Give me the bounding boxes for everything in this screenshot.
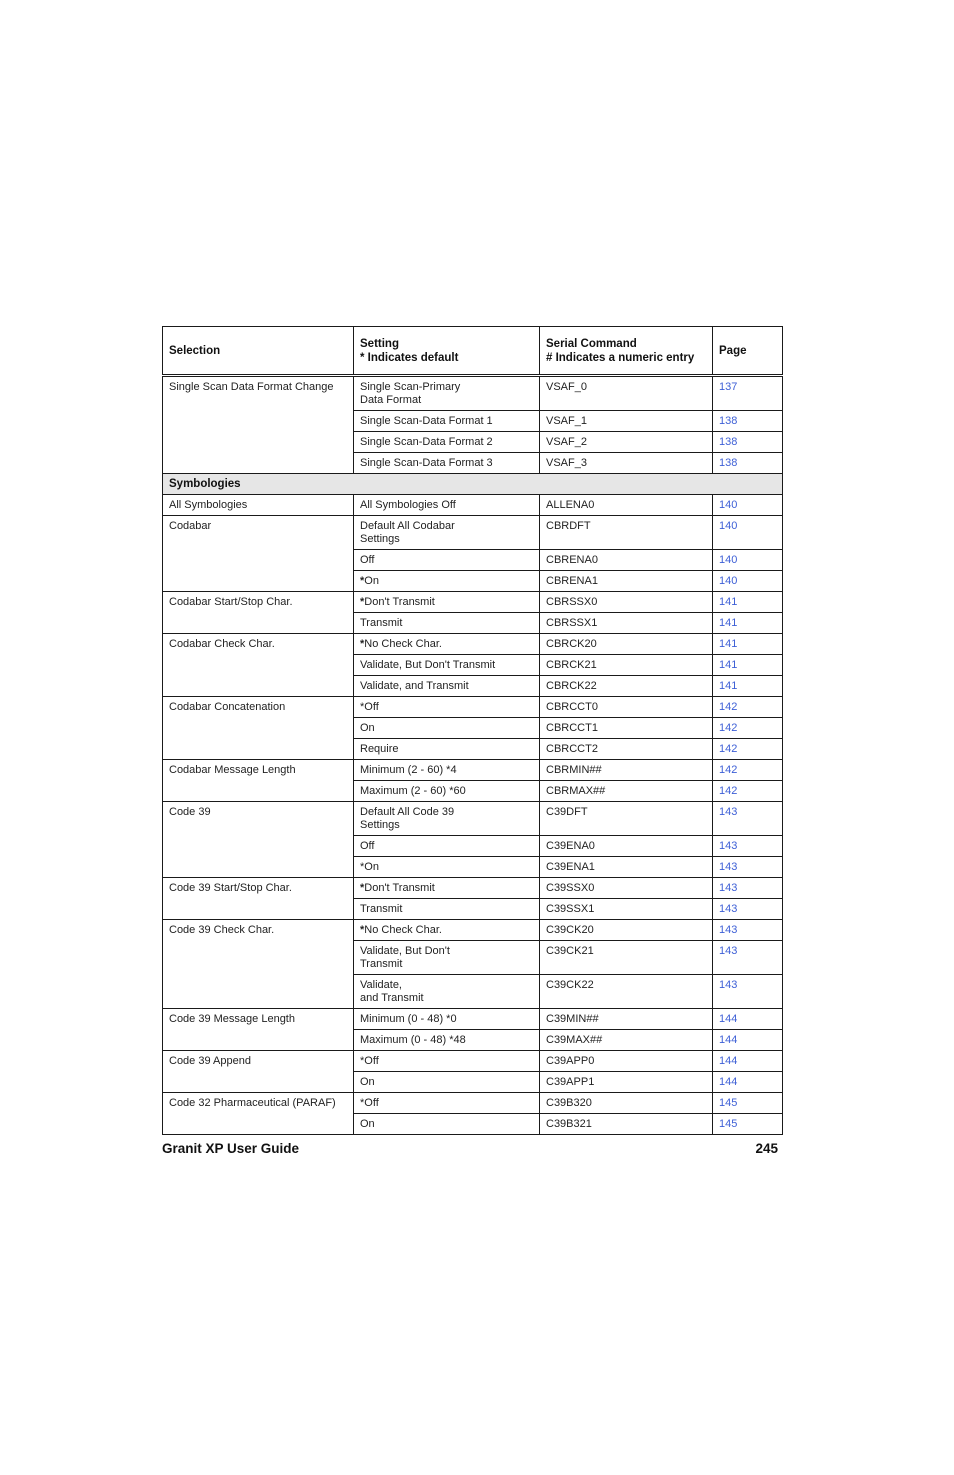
serial-command-cell: VSAF_0 <box>540 376 713 411</box>
setting-cell: Off <box>354 836 540 857</box>
setting-cell: Maximum (2 - 60) *60 <box>354 781 540 802</box>
page-cell <box>713 634 783 655</box>
setting-cell: *No Check Char. <box>354 920 540 941</box>
footer-title: Granit XP User Guide <box>162 1141 300 1156</box>
serial-command-cell: CBRSSX1 <box>540 613 713 634</box>
selection-cell: Code 39 Append <box>163 1051 354 1093</box>
setting-cell: On <box>354 718 540 739</box>
setting-cell: Off <box>354 550 540 571</box>
page-cell <box>713 550 783 571</box>
selection-cell: Code 32 Pharmaceutical (PARAF) <box>163 1093 354 1135</box>
serial-command-cell: C39ENA0 <box>540 836 713 857</box>
table-row <box>163 920 783 941</box>
serial-command-cell: CBRMAX## <box>540 781 713 802</box>
serial-command-cell: CBRMIN## <box>540 760 713 781</box>
selection-cell: Codabar Message Length <box>163 760 354 802</box>
page-link[interactable]: 144 <box>719 1076 738 1088</box>
page-cell <box>713 802 783 836</box>
page-link[interactable]: 144 <box>719 1034 738 1046</box>
setting-cell: *Off <box>354 1051 540 1072</box>
table-body <box>163 376 783 1135</box>
setting-cell: On <box>354 1072 540 1093</box>
page-cell <box>713 697 783 718</box>
serial-command-cell: C39DFT <box>540 802 713 836</box>
page-link[interactable]: 145 <box>719 1097 738 1109</box>
serial-command-cell: CBRCK21 <box>540 655 713 676</box>
header-selection: Selection <box>163 327 354 376</box>
page-cell <box>713 941 783 975</box>
page-cell <box>713 1009 783 1030</box>
table-row <box>163 1093 783 1114</box>
setting-cell: All Symbologies Off <box>354 495 540 516</box>
setting-cell: *On <box>354 571 540 592</box>
page-link[interactable]: 142 <box>719 701 738 713</box>
setting-cell: Single Scan-Data Format 2 <box>354 432 540 453</box>
setting-cell: Single Scan-Data Format 3 <box>354 453 540 474</box>
selection-cell: Code 39 Start/Stop Char. <box>163 878 354 920</box>
page-cell <box>713 836 783 857</box>
serial-command-cell: CBRCK20 <box>540 634 713 655</box>
serial-command-cell: CBRCK22 <box>540 676 713 697</box>
page-cell <box>713 676 783 697</box>
serial-command-cell: C39CK22 <box>540 975 713 1009</box>
page-link[interactable]: 143 <box>719 882 738 894</box>
page-link[interactable]: 144 <box>719 1013 738 1025</box>
page-link[interactable]: 143 <box>719 861 738 873</box>
table-row <box>163 1009 783 1030</box>
serial-command-cell: CBRSSX0 <box>540 592 713 613</box>
serial-command-cell: C39B320 <box>540 1093 713 1114</box>
serial-command-cell: C39APP1 <box>540 1072 713 1093</box>
page-cell <box>713 1093 783 1114</box>
page-cell <box>713 878 783 899</box>
page-link[interactable]: 138 <box>719 436 738 448</box>
page-cell <box>713 1051 783 1072</box>
page-link[interactable]: 142 <box>719 722 738 734</box>
page-link[interactable]: 141 <box>719 617 738 629</box>
setting-cell: *On <box>354 857 540 878</box>
serial-command-cell: C39SSX0 <box>540 878 713 899</box>
header-setting: Setting * Indicates default <box>354 327 540 376</box>
selection-cell: Codabar Check Char. <box>163 634 354 697</box>
page-cell <box>713 411 783 432</box>
page-cell <box>713 516 783 550</box>
page-link[interactable]: 144 <box>719 1055 738 1067</box>
serial-command-cell: C39B321 <box>540 1114 713 1135</box>
selection-cell: Code 39 Check Char. <box>163 920 354 1009</box>
setting-cell: Single Scan-Data Format 1 <box>354 411 540 432</box>
page-cell <box>713 432 783 453</box>
setting-cell: Validate, and Transmit <box>354 676 540 697</box>
setting-cell: Transmit <box>354 899 540 920</box>
page-cell <box>713 975 783 1009</box>
page-link[interactable]: 142 <box>719 785 738 797</box>
selection-cell: Codabar <box>163 516 354 592</box>
page-cell <box>713 1030 783 1051</box>
page-link[interactable]: 137 <box>719 381 738 393</box>
footer-page-number: 245 <box>755 1141 778 1156</box>
page-link[interactable]: 143 <box>719 903 738 915</box>
page-cell <box>713 760 783 781</box>
command-table <box>162 326 783 1135</box>
table-row <box>163 634 783 655</box>
page-link[interactable]: 140 <box>719 520 738 532</box>
page-link[interactable]: 138 <box>719 457 738 469</box>
section-title: Symbologies <box>163 474 783 495</box>
setting-cell: On <box>354 1114 540 1135</box>
header-serial-command: Serial Command # Indicates a numeric entry <box>540 327 713 376</box>
setting-cell: *No Check Char. <box>354 634 540 655</box>
page-link[interactable]: 145 <box>719 1118 738 1130</box>
table-row <box>163 495 783 516</box>
setting-cell: Default All Code 39 Settings <box>354 802 540 836</box>
serial-command-cell: CBRCCT1 <box>540 718 713 739</box>
serial-command-cell: C39ENA1 <box>540 857 713 878</box>
page-link[interactable]: 138 <box>719 415 738 427</box>
page-cell <box>713 718 783 739</box>
page-cell <box>713 571 783 592</box>
table-row <box>163 802 783 836</box>
page-link[interactable]: 143 <box>719 924 738 936</box>
serial-command-cell: C39APP0 <box>540 1051 713 1072</box>
setting-cell: Validate, But Don't Transmit <box>354 655 540 676</box>
page-cell <box>713 376 783 411</box>
page-link[interactable]: 143 <box>719 979 738 991</box>
setting-cell: *Off <box>354 697 540 718</box>
page-link[interactable]: 141 <box>719 680 738 692</box>
page-link[interactable]: 141 <box>719 638 738 650</box>
selection-cell: Codabar Start/Stop Char. <box>163 592 354 634</box>
page-link[interactable]: 140 <box>719 554 738 566</box>
setting-cell: Default All Codabar Settings <box>354 516 540 550</box>
page-cell <box>713 613 783 634</box>
setting-cell: Single Scan-Primary Data Format <box>354 376 540 411</box>
page-link[interactable]: 140 <box>719 499 738 511</box>
page-cell <box>713 655 783 676</box>
serial-command-cell: VSAF_1 <box>540 411 713 432</box>
page-cell <box>713 781 783 802</box>
serial-command-cell: C39SSX1 <box>540 899 713 920</box>
setting-cell: Minimum (0 - 48) *0 <box>354 1009 540 1030</box>
page-cell <box>713 899 783 920</box>
serial-command-cell: C39CK20 <box>540 920 713 941</box>
table-header-row <box>163 327 783 376</box>
serial-command-cell: CBRDFT <box>540 516 713 550</box>
table-row <box>163 697 783 718</box>
page-link[interactable]: 143 <box>719 806 738 818</box>
page-cell <box>713 453 783 474</box>
serial-command-cell: C39MAX## <box>540 1030 713 1051</box>
setting-cell: *Don't Transmit <box>354 592 540 613</box>
page-link[interactable]: 142 <box>719 743 738 755</box>
setting-cell: Minimum (2 - 60) *4 <box>354 760 540 781</box>
section-row <box>163 474 783 495</box>
setting-cell: Validate, and Transmit <box>354 975 540 1009</box>
page-link[interactable]: 141 <box>719 596 738 608</box>
page-cell <box>713 1072 783 1093</box>
table-row <box>163 376 783 411</box>
page-cell <box>713 1114 783 1135</box>
setting-cell: *Don't Transmit <box>354 878 540 899</box>
table-row <box>163 1051 783 1072</box>
page-cell <box>713 739 783 760</box>
setting-cell: *Off <box>354 1093 540 1114</box>
table-row <box>163 516 783 550</box>
page-link[interactable]: 141 <box>719 659 738 671</box>
page-cell <box>713 592 783 613</box>
setting-cell: Validate, But Don't Transmit <box>354 941 540 975</box>
serial-command-cell: CBRCCT2 <box>540 739 713 760</box>
serial-command-cell: CBRCCT0 <box>540 697 713 718</box>
serial-command-cell: CBRENA0 <box>540 550 713 571</box>
page-link[interactable]: 143 <box>719 840 738 852</box>
page-link[interactable]: 142 <box>719 764 738 776</box>
serial-command-cell: ALLENA0 <box>540 495 713 516</box>
serial-command-cell: C39MIN## <box>540 1009 713 1030</box>
page-link[interactable]: 143 <box>719 945 738 957</box>
setting-cell: Transmit <box>354 613 540 634</box>
selection-cell: Single Scan Data Format Change <box>163 376 354 474</box>
table-row <box>163 592 783 613</box>
serial-command-cell: C39CK21 <box>540 941 713 975</box>
selection-cell: All Symbologies <box>163 495 354 516</box>
page-link[interactable]: 140 <box>719 575 738 587</box>
table-row <box>163 760 783 781</box>
selection-cell: Code 39 Message Length <box>163 1009 354 1051</box>
header-page: Page <box>713 327 783 376</box>
setting-cell: Maximum (0 - 48) *48 <box>354 1030 540 1051</box>
page-cell <box>713 920 783 941</box>
serial-command-cell: VSAF_3 <box>540 453 713 474</box>
page-cell <box>713 857 783 878</box>
selection-cell: Codabar Concatenation <box>163 697 354 760</box>
setting-cell: Require <box>354 739 540 760</box>
serial-command-cell: CBRENA1 <box>540 571 713 592</box>
serial-command-cell: VSAF_2 <box>540 432 713 453</box>
page-cell <box>713 495 783 516</box>
table-row <box>163 878 783 899</box>
selection-cell: Code 39 <box>163 802 354 878</box>
